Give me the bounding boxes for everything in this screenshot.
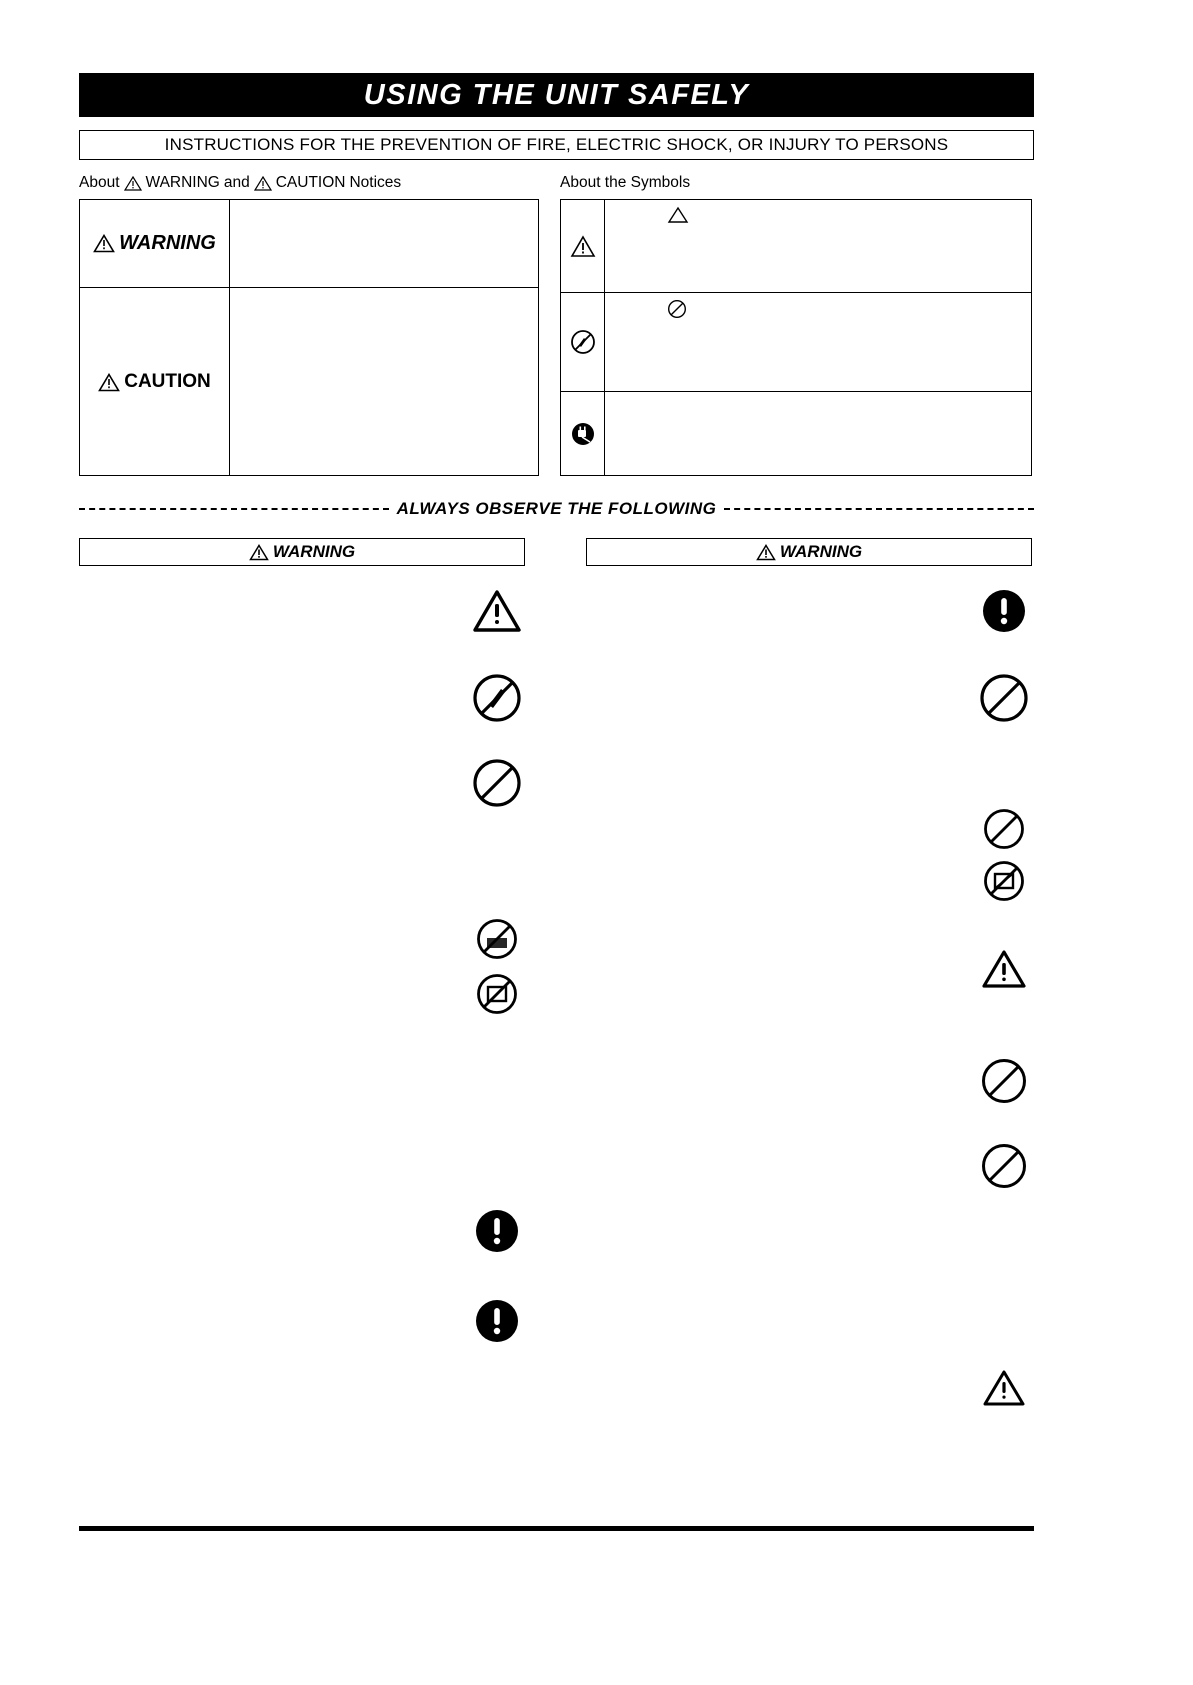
warning-triangle-icon [976,948,1032,990]
no-disassembly-icon [561,293,605,391]
prohibition-circle-icon [976,673,1032,723]
warning-entry-text: Do not place the unit in an unstable location. [79,974,306,986]
about-notices-heading [79,174,401,192]
always-observe-text: ALWAYS OBSERVE THE FOLLOWING [396,499,717,518]
warning-entry [79,1208,525,1254]
symbol-description [605,200,1031,292]
always-observe-divider [79,497,1034,521]
prohibition-circle-icon [976,1058,1032,1104]
prohibition-circle-icon [469,758,525,808]
mandatory-dot-icon [469,1298,525,1344]
symbol-row [561,200,1031,293]
warning-entry [79,918,525,960]
about-suffix-label: Notices [349,174,402,191]
warning-entry [586,1143,1032,1189]
warning-entry-text: Use only the specified AC adaptor, and make sure the line voltage at the installation matches the input voltage specified on the adaptor's body. [79,1299,447,1327]
mandatory-dot-icon [976,588,1032,634]
warning-entry-text: Make sure you always have the unit placed so it is level and sure to remain stable. [79,1209,461,1237]
warning-triangle-icon [561,200,605,292]
about-symbols-heading [560,174,690,192]
symbol-row [561,392,1031,475]
symbol-description-text: The symbol alerts the user to items that must never be carried out (are forbidden). The specific thing that must not be done is indicated by the design contained within the circle. In the case of the symbol at left, it means that the unit must never be disassembled. [639,300,998,357]
warning-triangle-icon [124,176,142,191]
warning-label-text: WARNING [119,232,216,254]
divider-line-left [79,508,389,510]
caution-label-cell [80,288,230,476]
symbol-description-text: The symbol alerts the user to important instructions or warnings. The specific meaning of the symbol is determined by the design contained within the triangle. In the case of the symbol at left, it is used for general cautions, warnings, or alerts to danger. [639,207,1005,264]
page-title-banner [79,73,1034,117]
warning-triangle-icon [756,544,776,561]
prohibition-circle-icon [976,1143,1032,1189]
symbol-description-text: The ● symbol alerts the user to things that must be carried out. The specific thing that must be done is indicated by the design contained within the circle. In the case of the symbol at left, it means that the power-cord plug must be unplugged from the outlet. [639,399,1023,456]
left-warning-label: WARNING [272,542,356,561]
prohibition-circle-icon [976,808,1032,850]
warning-entry [586,860,1032,902]
warning-entry [586,673,1032,723]
warning-entry-text: Do not open or perform any internal modifications on the unit. [79,674,391,686]
notice-row [80,200,538,288]
mandatory-dot-icon [469,1208,525,1254]
caution-label-text: CAUTION [124,371,211,392]
about-caution-label: CAUTION [275,174,346,191]
symbols-table [560,199,1032,476]
no-disassembly-icon [469,673,525,723]
left-column-warning-header [79,538,525,566]
warning-entry-text: This unit, either alone or in combination with an amplifier and headphones or speakers, may be capable of producing sound levels that could cause permanent hearing loss. [586,809,962,853]
warning-entry-text: Before using this unit, make sure to read the instructions below, and the Owner's Manual. [79,589,444,617]
warning-description: Used for instructions intended to alert the user to the risk of death or severe injury should the unit be used improperly. [240,209,508,253]
warning-entry [586,588,1032,634]
symbol-description [605,293,1031,391]
warning-triangle-icon [98,373,120,392]
warning-label-cell [80,200,230,287]
subtitle-box [79,130,1034,160]
about-symbols-label: About the Symbols [560,174,691,191]
warning-entry [586,808,1032,855]
caution-description: Used for instructions intended to alert the user to the risk of injury or material damage should the unit be used improperly. * Material damage refers to damage or other adverse effects caused with respect to the home and all its furnishings, as well to domestic animals or pets. [240,297,526,372]
warning-entry [79,673,525,723]
warning-triangle-icon [254,176,272,191]
prohibition-circle-icon [667,299,687,319]
about-warning-label: WARNING [145,174,220,191]
page-title: USING THE UNIT SAFELY [363,78,750,111]
warning-entry-text: Never use or store the unit in places that are: subject to temperature extremes; damp; or exposed to rain. [79,919,427,947]
notice-row [80,288,538,476]
bottom-rule [79,1526,1034,1531]
warning-entry-text: Do not allow any objects or liquids of any kind to penetrate the unit. [586,861,928,873]
warning-entry [586,948,1032,995]
no-unstable-icon [469,973,525,1015]
warning-entry-text: Before using the unit in a foreign country, consult with your retailer, the nearest Roland Service Center, or an authorized Roland distributor. [586,1369,944,1397]
symbol-description [605,392,1031,475]
warning-entry-text: Protect the unit from strong impact. (Do not drop it!) [586,1144,849,1156]
warning-entry [79,1298,525,1344]
warning-entry-text: Use only the attached power-supply cord. Also, the supplied power cord must not be used with any other device. [586,589,952,617]
subtitle-text: INSTRUCTIONS FOR THE PREVENTION OF FIRE, ELECTRIC SHOCK, OR INJURY TO PERSONS [164,135,949,154]
warning-entry [79,588,525,634]
warning-triangle-icon [93,234,115,253]
notice-table [79,199,539,476]
warning-triangle-icon [976,1368,1032,1408]
warning-entry [79,758,525,808]
warning-entry [79,973,525,1015]
about-prefix-label: About [79,174,120,191]
triangle-exclamation-icon [667,206,689,224]
no-liquid-icon [976,860,1032,902]
warning-entry-text: Do not attempt to repair the unit, or replace parts within it. Refer all servicing to your retailer, the nearest Roland Service Center, or an authorized Roland distributor. [79,759,418,803]
no-humid-icon [469,918,525,960]
warning-entry [586,1058,1032,1105]
right-warning-label: WARNING [779,542,863,561]
about-and-label: and [223,174,250,191]
warning-entry [586,1368,1032,1408]
warning-entry-text: Do not excessively twist or bend the power cord, nor place heavy objects on it. Doing so can damage the cord, producing severed elements and short circuits. [586,674,957,718]
warning-triangle-icon [249,544,269,561]
symbol-row [561,293,1031,392]
warning-entry-text: Immediately turn the power off, remove the AC adaptor from the outlet, and request servicing by your retailer, the nearest Roland Service Center, or an authorized Roland distributor. [586,949,968,993]
warning-triangle-icon [469,588,525,634]
right-column-warning-header [586,538,1032,566]
warning-entry-text: In households with small children, an adult should provide supervision until the child is capable of following all rules essential for the safe operation of the unit. [586,1059,966,1103]
unplug-power-icon [561,392,605,475]
divider-line-right [724,508,1034,510]
